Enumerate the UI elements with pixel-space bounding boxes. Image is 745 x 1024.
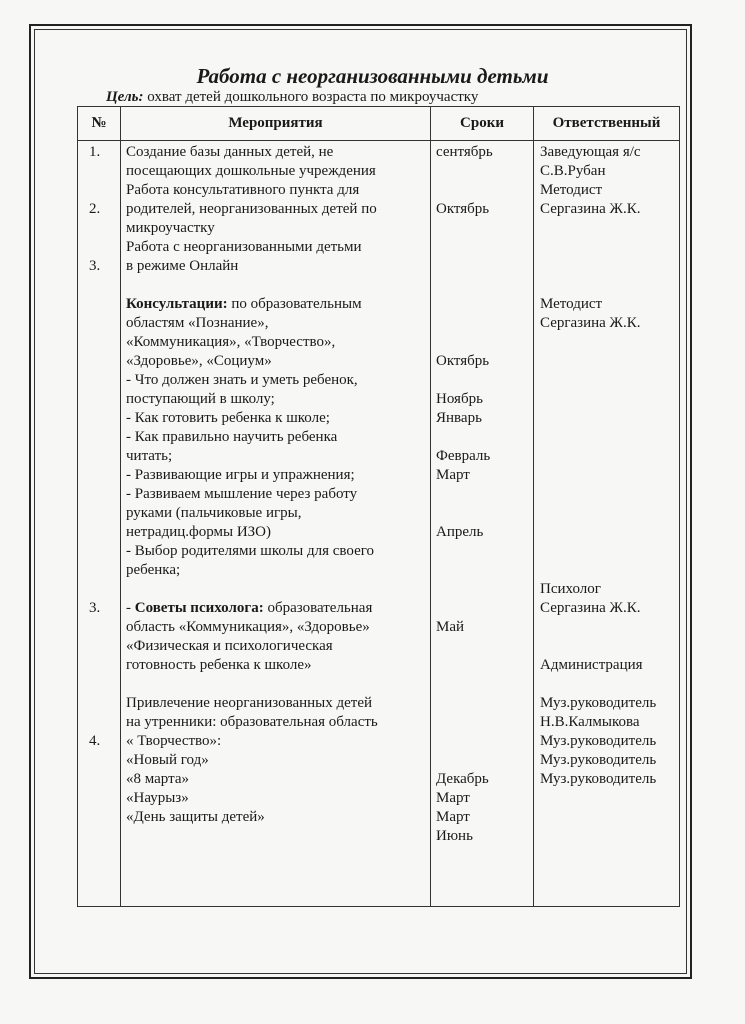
responsible-line: Сергазина Ж.К. — [540, 201, 641, 217]
numbers-line: 2. — [89, 201, 101, 217]
terms-line: Январь — [436, 410, 482, 426]
numbers-line — [89, 409, 116, 428]
responsible-line: Муз.руководитель — [540, 752, 657, 768]
activities-line — [126, 580, 428, 599]
terms-line — [436, 219, 529, 238]
activities-line: Работа с неорганизованными детьми — [126, 239, 362, 255]
numbers-line — [89, 428, 116, 447]
terms-line — [436, 162, 529, 181]
header-responsible: Ответственный — [534, 107, 680, 141]
terms-line — [436, 542, 529, 561]
activities-line: на утренники: образовательная область — [126, 714, 378, 730]
responsible-line: Муз.руководитель — [540, 771, 657, 787]
numbers-line — [89, 219, 116, 238]
terms-line — [436, 238, 529, 257]
activities-line: областям «Познание», — [126, 315, 269, 331]
numbers-line: 3. — [89, 258, 101, 274]
terms-line — [436, 580, 529, 599]
activities-line: «Наурыз» — [126, 790, 189, 806]
terms-line — [436, 333, 529, 352]
numbers-line — [89, 561, 116, 580]
activities-cell — [121, 141, 431, 907]
responsible-line: Методист — [540, 296, 603, 312]
activities-line: нетрадиц.формы ИЗО) — [126, 524, 272, 540]
activities-line: «Новый год» — [126, 752, 209, 768]
responsible-line — [540, 352, 679, 371]
responsible-line: Муз.руководитель — [540, 695, 657, 711]
responsible-line: Методист — [540, 182, 603, 198]
goal-text: охват детей дошкольного возраста по микроучастку — [143, 89, 479, 105]
terms-line: Ноябрь — [436, 391, 483, 407]
activities-line: в режиме Онлайн — [126, 258, 239, 274]
numbers-line: 1. — [89, 144, 101, 160]
responsible-line — [540, 219, 679, 238]
activities-line: Создание базы данных детей, не — [126, 144, 334, 160]
terms-line: Октябрь — [436, 201, 490, 217]
responsible-line — [540, 504, 679, 523]
goal-line — [106, 89, 478, 106]
numbers-line — [89, 694, 116, 713]
activities-line: готовность ребенка к школе» — [126, 657, 312, 673]
terms-line — [436, 656, 529, 675]
activities-table — [77, 106, 680, 907]
responsible-line — [540, 637, 679, 656]
responsible-line — [540, 276, 679, 295]
numbers-line — [89, 656, 116, 675]
responsible-line — [540, 390, 679, 409]
terms-line: Май — [436, 619, 465, 635]
numbers-line — [89, 466, 116, 485]
responsible-line — [540, 675, 679, 694]
terms-line — [436, 713, 529, 732]
numbers-line — [89, 238, 116, 257]
header-terms: Сроки — [431, 107, 534, 141]
terms-line — [436, 637, 529, 656]
activities-line: Консультации: по образовательным — [126, 296, 362, 312]
numbers-line — [89, 618, 116, 637]
responsible-line: С.В.Рубан — [540, 163, 606, 179]
responsible-line — [540, 238, 679, 257]
responsible-line: Сергазина Ж.К. — [540, 600, 641, 616]
numbers-line — [89, 390, 116, 409]
numbers-line — [89, 181, 116, 200]
responsible-line — [540, 618, 679, 637]
document-title: Работа с неорганизованными детьми — [196, 64, 549, 88]
responsible-line — [540, 447, 679, 466]
terms-line — [436, 561, 529, 580]
table-row — [78, 141, 680, 907]
numbers-line — [89, 523, 116, 542]
terms-line — [436, 314, 529, 333]
activities-line: - Развиваем мышление через работу — [126, 486, 358, 502]
activities-line: родителей, неорганизованных детей по — [126, 201, 377, 217]
terms-line: Март — [436, 809, 470, 825]
activities-line: - Что должен знать и уметь ребенок, — [126, 372, 358, 388]
terms-line — [436, 504, 529, 523]
terms-line: Март — [436, 790, 470, 806]
responsible-line: Психолог — [540, 581, 601, 597]
activities-line: - Как готовить ребенка к школе; — [126, 410, 330, 426]
activities-line: «8 марта» — [126, 771, 189, 787]
terms-line: Март — [436, 467, 470, 483]
terms-line — [436, 181, 529, 200]
numbers-line — [89, 352, 116, 371]
responsible-cell — [534, 141, 680, 907]
responsible-line — [540, 333, 679, 352]
responsible-line — [540, 485, 679, 504]
header-number: № — [78, 107, 121, 141]
terms-line: сентябрь — [436, 144, 493, 160]
terms-line — [436, 599, 529, 618]
responsible-line — [540, 257, 679, 276]
numbers-line — [89, 447, 116, 466]
numbers-line — [89, 504, 116, 523]
terms-line: Апрель — [436, 524, 484, 540]
terms-line — [436, 371, 529, 390]
activities-line: микроучастку — [126, 220, 215, 236]
numbers-line — [89, 371, 116, 390]
activities-line: Работа консультативного пункта для — [126, 182, 360, 198]
numbers-line — [89, 276, 116, 295]
responsible-line: Муз.руководитель — [540, 733, 657, 749]
responsible-line — [540, 466, 679, 485]
responsible-line — [540, 561, 679, 580]
responsible-line: Заведующая я/с — [540, 144, 641, 160]
numbers-line — [89, 295, 116, 314]
responsible-line: Сергазина Ж.К. — [540, 315, 641, 331]
activities-line: - Как правильно научить ребенка — [126, 429, 338, 445]
terms-line — [436, 485, 529, 504]
numbers-line — [89, 675, 116, 694]
terms-line: Октябрь — [436, 353, 490, 369]
responsible-line — [540, 523, 679, 542]
goal-label: Цель: — [106, 89, 144, 105]
activities-line: посещающих дошкольные учреждения — [126, 163, 376, 179]
terms-line — [436, 732, 529, 751]
numbers-line — [89, 542, 116, 561]
activities-line: - Выбор родителями школы для своего — [126, 543, 375, 559]
terms-line — [436, 675, 529, 694]
numbers-cell — [78, 141, 121, 907]
activities-line: - Развивающие игры и упражнения; — [126, 467, 355, 483]
responsible-line — [540, 409, 679, 428]
numbers-line — [89, 333, 116, 352]
activities-line: читать; — [126, 448, 173, 464]
activities-line: «Здоровье», «Социум» — [126, 353, 272, 369]
terms-line: Февраль — [436, 448, 491, 464]
table-header-row — [78, 107, 680, 141]
numbers-line — [89, 637, 116, 656]
activities-line: область «Коммуникация», «Здоровье» — [126, 619, 370, 635]
numbers-line — [89, 162, 116, 181]
activities-line: « Творчество»: — [126, 733, 222, 749]
numbers-line — [89, 485, 116, 504]
terms-cell — [431, 141, 534, 907]
terms-line — [436, 428, 529, 447]
activities-line: «Физическая и психологическая — [126, 638, 333, 654]
responsible-line — [540, 428, 679, 447]
numbers-line — [89, 580, 116, 599]
terms-line — [436, 257, 529, 276]
activities-line — [126, 675, 428, 694]
activities-line: Привлечение неорганизованных детей — [126, 695, 373, 711]
responsible-line — [540, 542, 679, 561]
numbers-line — [89, 314, 116, 333]
terms-line — [436, 276, 529, 295]
activities-line: - Советы психолога: образовательная — [126, 600, 373, 616]
numbers-line: 4. — [89, 733, 101, 749]
activities-line: «День защиты детей» — [126, 809, 265, 825]
activities-line — [126, 276, 428, 295]
responsible-line — [540, 371, 679, 390]
activities-line: ребенка; — [126, 562, 181, 578]
terms-line: Июнь — [436, 828, 473, 844]
activities-line: поступающий в школу; — [126, 391, 275, 407]
responsible-line: Администрация — [540, 657, 643, 673]
terms-line — [436, 694, 529, 713]
activities-line: руками (пальчиковые игры, — [126, 505, 302, 521]
terms-line — [436, 751, 529, 770]
terms-line: Декабрь — [436, 771, 489, 787]
terms-line — [436, 295, 529, 314]
header-activities: Мероприятия — [121, 107, 431, 141]
numbers-line — [89, 713, 116, 732]
responsible-line: Н.В.Калмыкова — [540, 714, 640, 730]
activities-line: «Коммуникация», «Творчество», — [126, 334, 336, 350]
numbers-line: 3. — [89, 600, 101, 616]
